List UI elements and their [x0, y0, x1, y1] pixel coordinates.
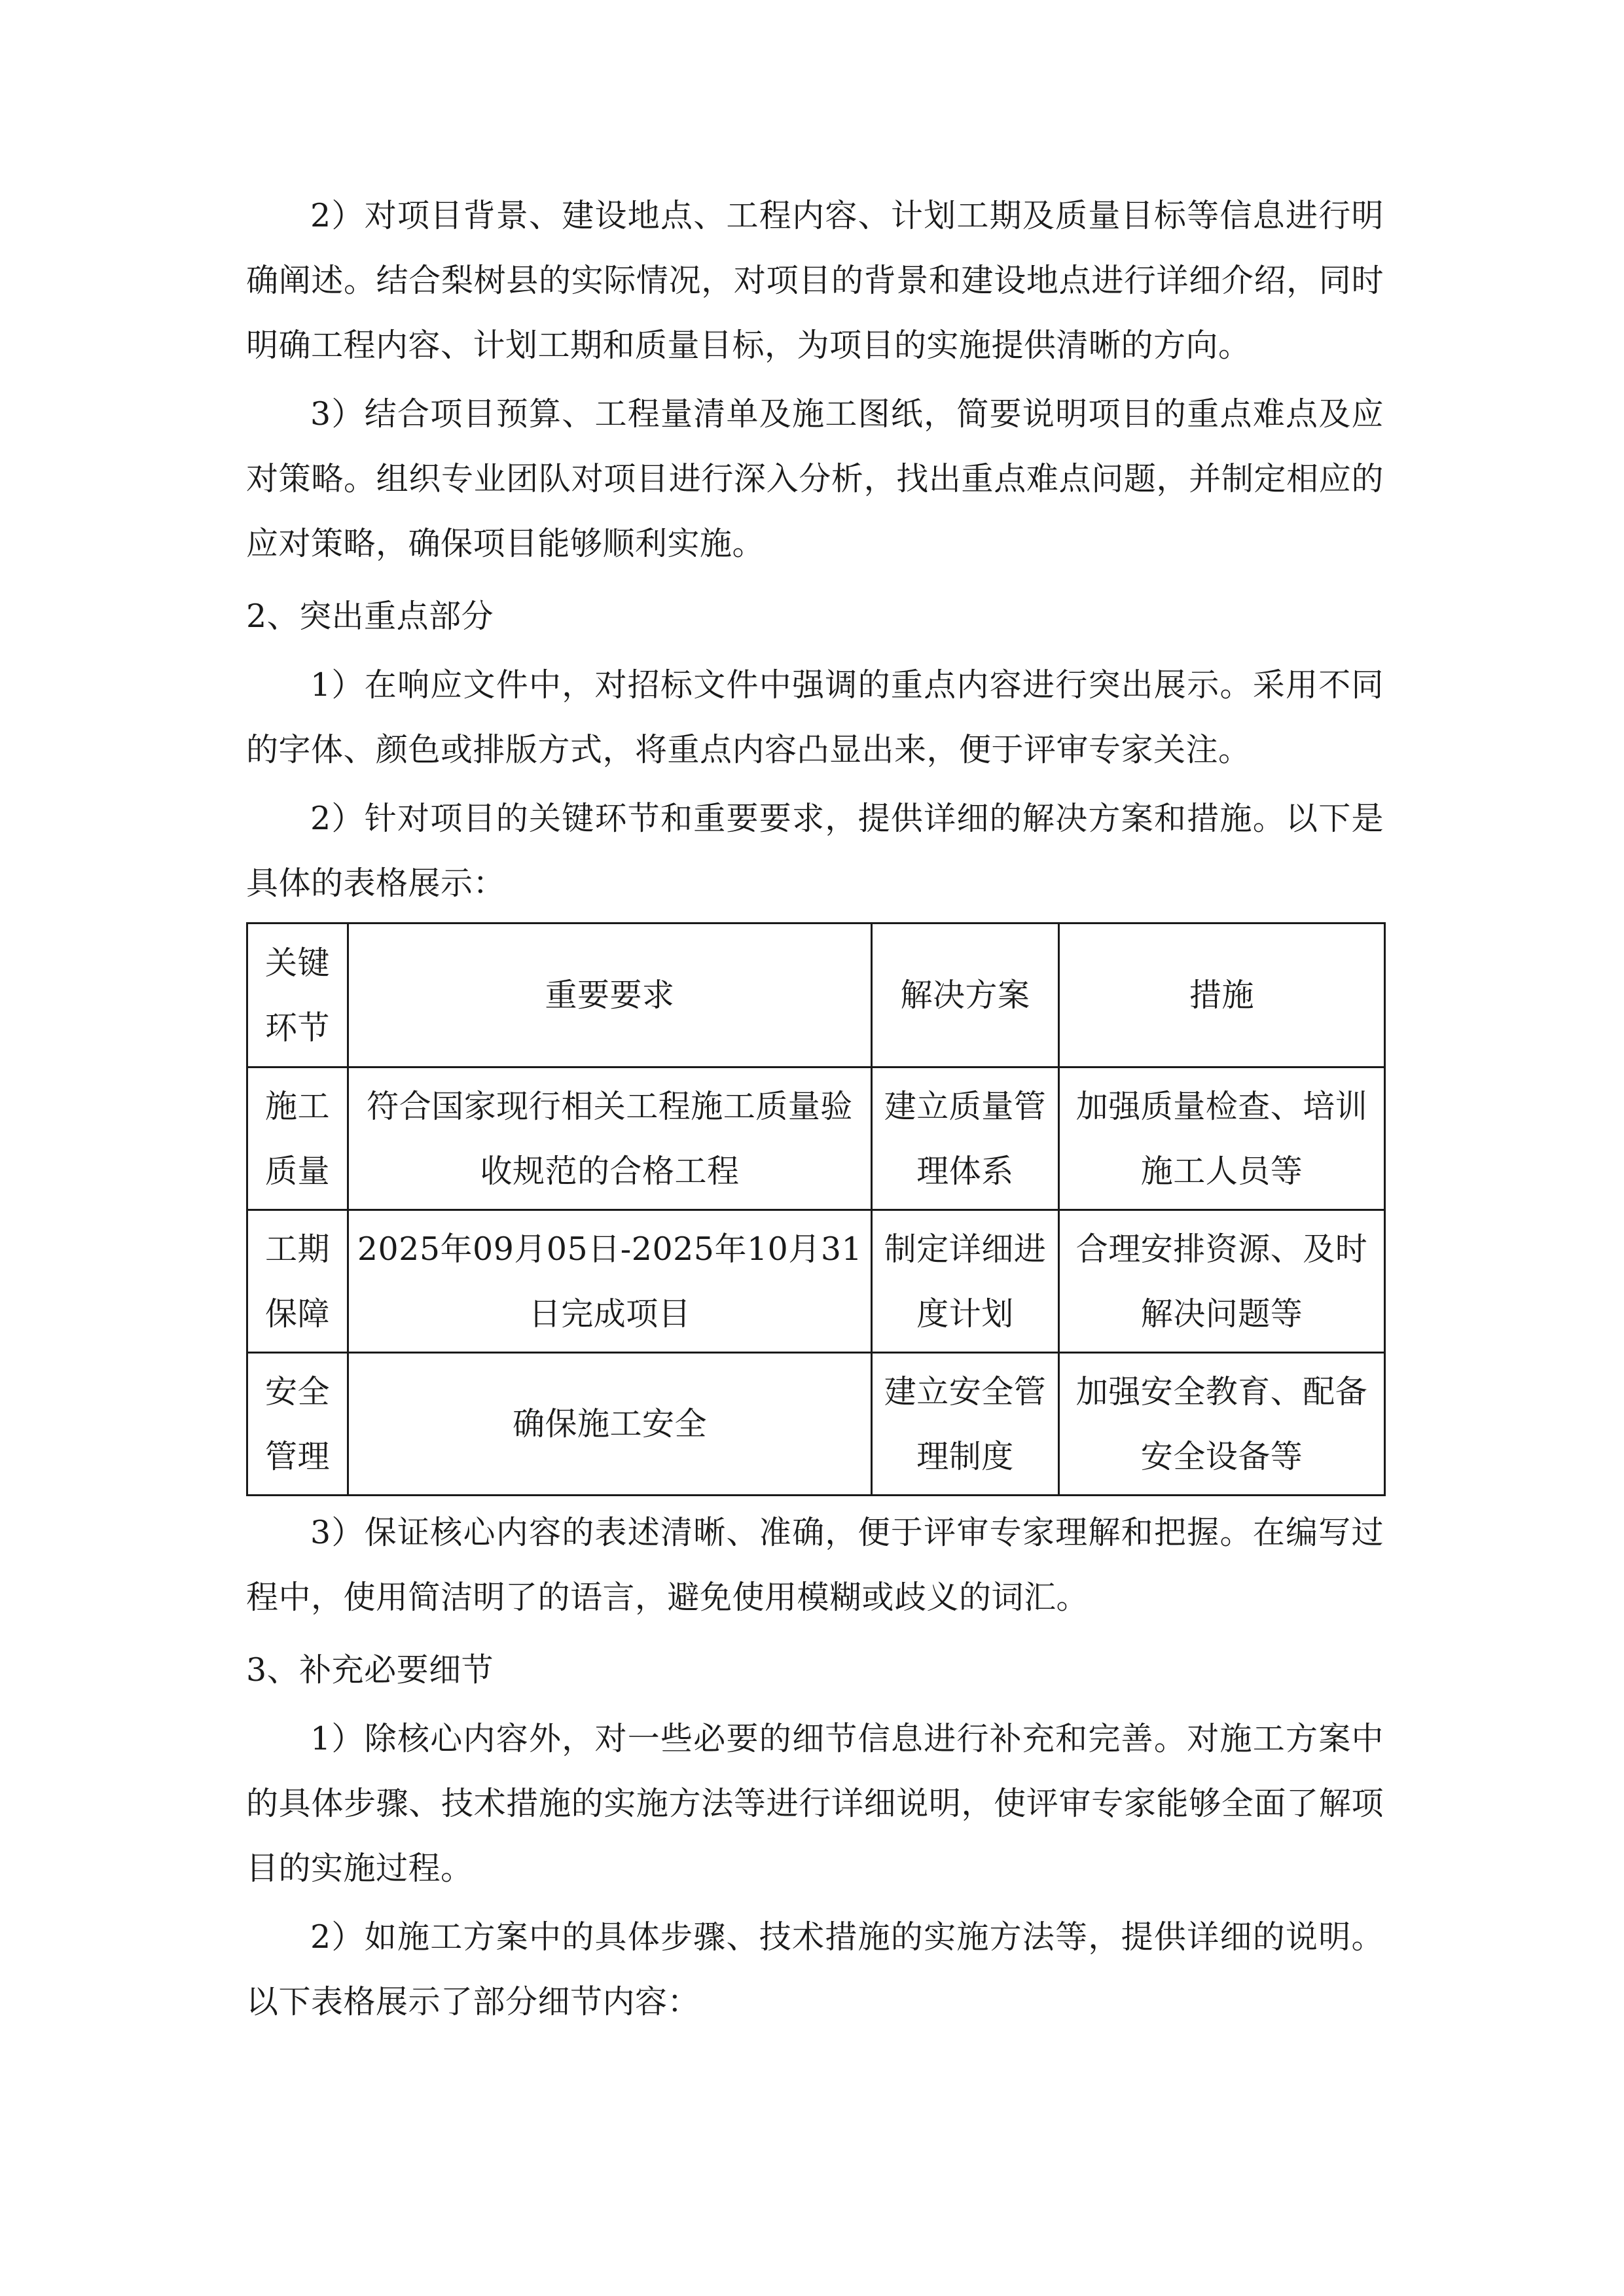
paragraph-detail-table-intro: 2）如施工方案中的具体步骤、技术措施的实施方法等，提供详细的说明。以下表格展示了部分细节内容： — [246, 1918, 1384, 2020]
table-cell: 建立安全管理制度 — [872, 1353, 1059, 1496]
table-row — [247, 1067, 1385, 1210]
table-cell: 合理安排资源、及时解决问题等 — [1059, 1210, 1385, 1353]
table-header-cell: 重要要求 — [348, 924, 872, 1067]
section-heading-details: 3、补充必要细节 — [246, 1651, 494, 1689]
table-row — [247, 1210, 1385, 1353]
section-heading-highlight: 2、突出重点部分 — [246, 598, 494, 635]
table-header-cell: 措施 — [1059, 924, 1385, 1067]
document-body — [246, 183, 1384, 2038]
table-cell: 安全管理 — [247, 1353, 348, 1496]
table-cell: 建立质量管理体系 — [872, 1067, 1059, 1210]
table-cell: 工期保障 — [247, 1210, 348, 1353]
paragraph-supplement-details: 1）除核心内容外，对一些必要的细节信息进行补充和完善。对施工方案中的具体步骤、技术措施的实施方法等进行详细说明，使评审专家能够全面了解项目的实施过程。 — [246, 1720, 1384, 1887]
paragraph-highlight-content: 1）在响应文件中，对招标文件中强调的重点内容进行突出展示。采用不同的字体、颜色或排版方式，将重点内容凸显出来，便于评审专家关注。 — [246, 666, 1384, 768]
table-header-cell: 解决方案 — [872, 924, 1059, 1067]
table-cell: 符合国家现行相关工程施工质量验收规范的合格工程 — [348, 1067, 872, 1210]
table-header-row — [247, 924, 1385, 1067]
table-cell: 施工质量 — [247, 1067, 348, 1210]
table-row — [247, 1353, 1385, 1496]
paragraph-table-intro: 2）针对项目的关键环节和重要要求，提供详细的解决方案和措施。以下是具体的表格展示： — [246, 800, 1384, 902]
table-cell: 确保施工安全 — [348, 1353, 872, 1496]
paragraph-clear-expression: 3）保证核心内容的表述清晰、准确，便于评审专家理解和把握。在编写过程中，使用简洁明了的语言，避免使用模糊或歧义的词汇。 — [246, 1514, 1384, 1616]
table-cell: 加强安全教育、配备安全设备等 — [1059, 1353, 1385, 1496]
table-cell: 加强质量检查、培训施工人员等 — [1059, 1067, 1385, 1210]
table-cell: 制定详细进度计划 — [872, 1210, 1059, 1353]
table-cell: 2025年09月05日-2025年10月31日完成项目 — [348, 1210, 872, 1353]
paragraph-project-background: 2）对项目背景、建设地点、工程内容、计划工期及质量目标等信息进行明确阐述。结合梨树县的实际情况，对项目的背景和建设地点进行详细介绍，同时明确工程内容、计划工期和质量目标，为项目的实施提供清晰的方向。 — [246, 197, 1384, 364]
key-points-table — [246, 922, 1386, 1496]
paragraph-key-difficulties: 3）结合项目预算、工程量清单及施工图纸，简要说明项目的重点难点及应对策略。组织专业团队对项目进行深入分析，找出重点难点问题，并制定相应的应对策略，确保项目能够顺利实施。 — [246, 395, 1384, 562]
table-header-cell: 关键环节 — [247, 924, 348, 1067]
